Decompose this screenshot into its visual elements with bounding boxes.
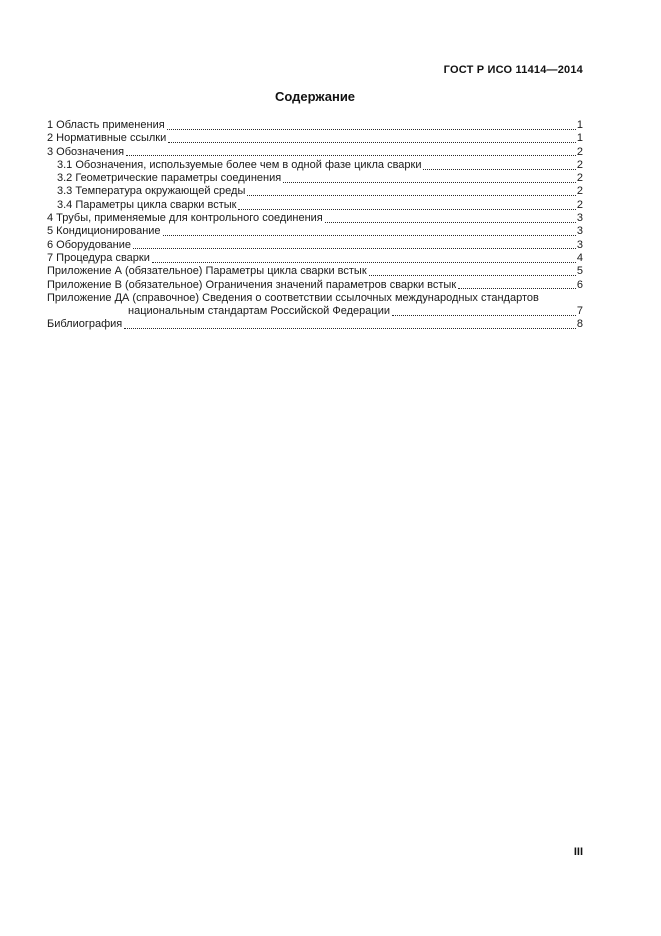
toc-entry-page: 2 xyxy=(576,145,583,158)
toc-leader-dots xyxy=(458,288,576,289)
toc-leader-dots xyxy=(392,315,576,316)
toc-entry-page: 2 xyxy=(576,185,583,198)
toc-entry-page: 2 xyxy=(576,158,583,171)
toc-leader-dots xyxy=(423,169,575,170)
toc-leader-dots xyxy=(124,328,576,329)
toc-entry-page: 4 xyxy=(576,251,583,264)
toc-leader-dots xyxy=(126,155,576,156)
toc-entry-label: 2 Нормативные ссылки xyxy=(47,132,167,145)
toc-entry-page: 1 xyxy=(576,132,583,145)
toc-entry-label: 7 Процедура сварки xyxy=(47,251,150,264)
toc-entry xyxy=(47,292,583,305)
toc-entry-label: 5 Кондиционирование xyxy=(47,225,161,238)
toc-entry xyxy=(47,159,583,172)
toc-leader-dots xyxy=(167,129,576,130)
toc-entry-label: 1 Область применения xyxy=(47,119,165,131)
toc-entry xyxy=(47,318,583,331)
toc-entry-label: 3.4 Параметры цикла сварки встык xyxy=(57,198,237,211)
toc-entry-label: Приложение ДА (справочное) Сведения о соответствии ссылочных международных стандартов xyxy=(47,291,539,304)
toc-leader-dots xyxy=(133,248,576,249)
toc-entry xyxy=(47,212,583,225)
toc-entry-label: национальным стандартам Российской Федерации xyxy=(128,305,390,318)
toc-entry-label: Приложение А (обязательное) Параметры цикла сварки встык xyxy=(47,265,367,278)
table-of-contents xyxy=(47,119,583,332)
toc-leader-dots xyxy=(325,222,576,223)
toc-entry xyxy=(47,119,583,132)
toc-entry xyxy=(47,146,583,159)
toc-leader-dots xyxy=(168,142,576,143)
toc-leader-dots xyxy=(238,209,575,210)
toc-entry xyxy=(47,225,583,238)
toc-leader-dots xyxy=(283,182,576,183)
toc-leader-dots xyxy=(369,275,576,276)
toc-entry-label: 3.3 Температура окружающей среды xyxy=(57,185,246,198)
toc-entry xyxy=(47,265,583,278)
toc-entry-label: 6 Оборудование xyxy=(47,238,131,251)
toc-entry-page: 3 xyxy=(576,212,583,225)
toc-entry xyxy=(47,172,583,185)
toc-entry-page: 3 xyxy=(576,238,583,251)
toc-entry-page: 7 xyxy=(576,305,583,318)
toc-entry xyxy=(47,252,583,265)
toc-leader-dots xyxy=(247,195,576,196)
toc-entry-label: 3.2 Геометрические параметры соединения xyxy=(57,172,282,185)
toc-entry-label: 4 Трубы, применяемые для контрольного соединения xyxy=(47,212,323,225)
toc-entry-page: 3 xyxy=(576,225,583,238)
toc-entry xyxy=(47,239,583,252)
toc-entry-page: 5 xyxy=(576,265,583,278)
toc-entry-page: 6 xyxy=(576,278,583,291)
toc-entry xyxy=(47,132,583,145)
toc-entry-page: 1 xyxy=(576,119,583,131)
document-designation: ГОСТ Р ИСО 11414—2014 xyxy=(443,64,583,76)
toc-leader-dots xyxy=(163,235,576,236)
toc-entry-label: 3.1 Обозначения, используемые более чем в одной фазе цикла сварки xyxy=(57,158,422,171)
toc-leader-dots xyxy=(152,262,576,263)
toc-entry xyxy=(47,305,583,318)
page-title: Содержание xyxy=(274,89,356,104)
toc-entry xyxy=(47,279,583,292)
toc-entry-page: 2 xyxy=(576,198,583,211)
toc-entry-page: 8 xyxy=(576,318,583,331)
toc-entry-label: Библиография xyxy=(47,318,123,331)
page-number: III xyxy=(573,846,583,858)
toc-entry-label: Приложение В (обязательное) Ограничения значений параметров сварки встык xyxy=(47,278,457,291)
toc-entry xyxy=(47,199,583,212)
toc-entry-label: 3 Обозначения xyxy=(47,145,125,158)
toc-entry xyxy=(47,185,583,198)
toc-entry-page: 2 xyxy=(576,172,583,185)
